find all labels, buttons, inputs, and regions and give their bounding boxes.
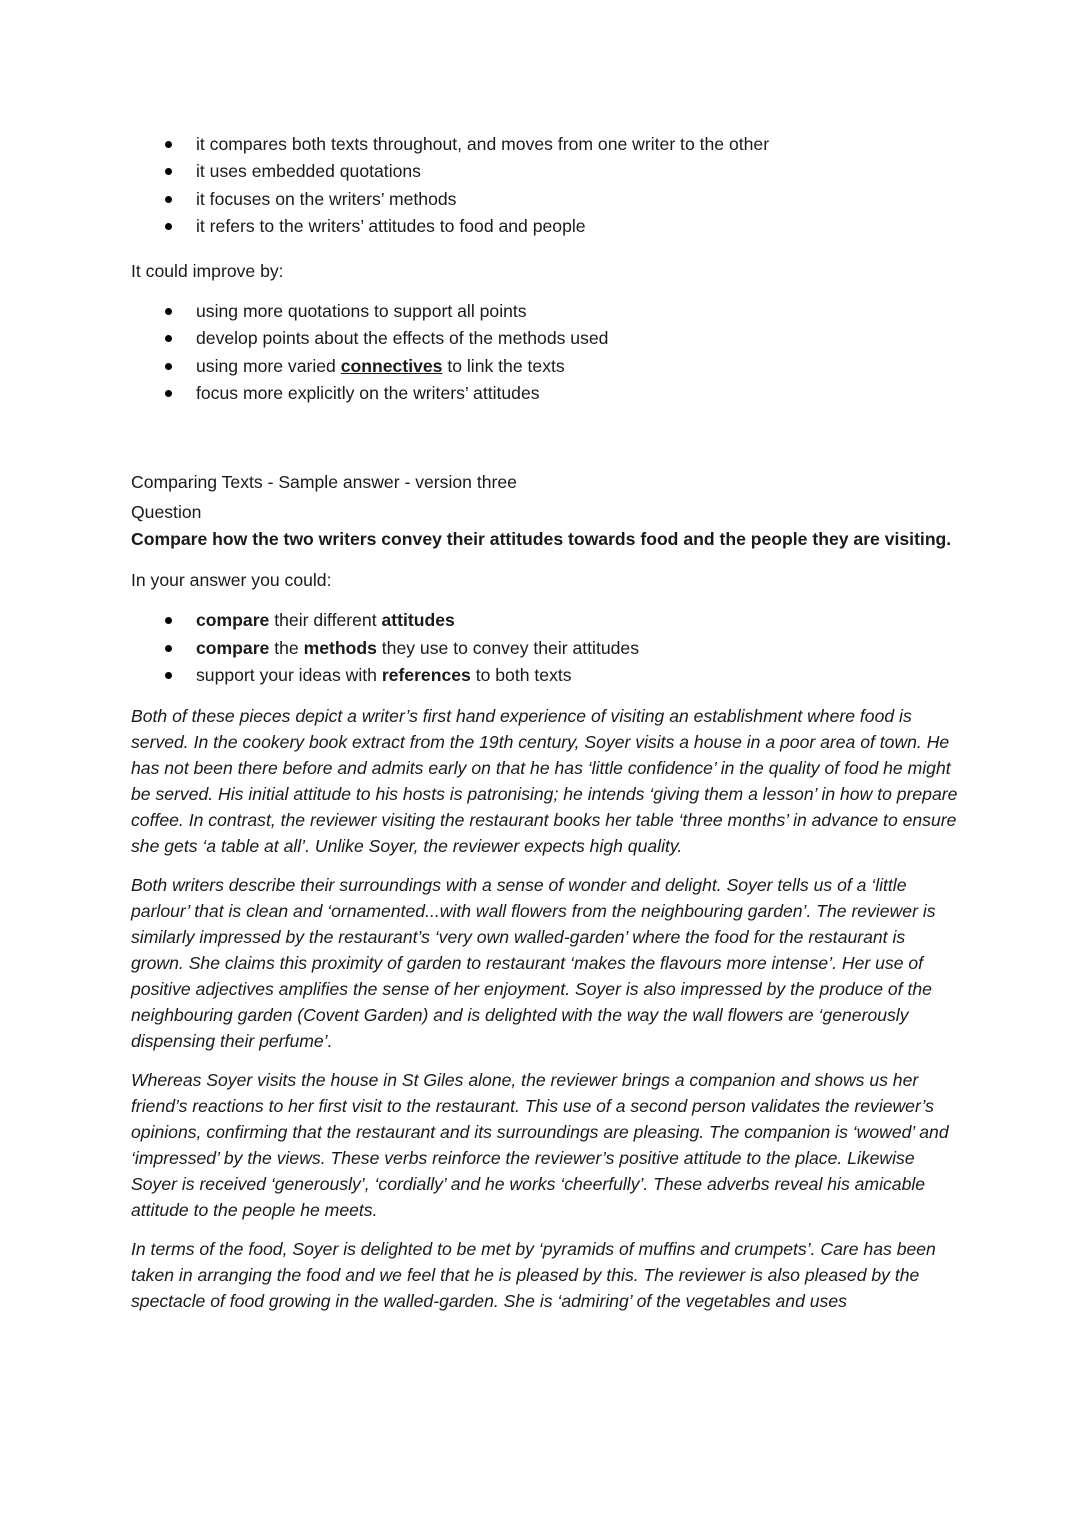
list-item <box>165 635 961 662</box>
list-item <box>165 353 961 380</box>
bullet-icon <box>165 223 172 230</box>
document-page <box>131 131 961 1314</box>
list-item-text: to link the texts <box>442 355 565 376</box>
list-item-text: using more varied <box>196 355 341 376</box>
keyword: compare <box>196 610 270 631</box>
bullet-icon <box>165 308 172 315</box>
keyword: references <box>381 664 471 685</box>
bullet-icon <box>165 141 172 148</box>
strengths-list <box>131 131 961 240</box>
list-item <box>165 213 961 240</box>
list-item <box>165 186 961 213</box>
list-item-text: it focuses on the writers’ methods <box>196 188 457 209</box>
bullet-icon <box>165 335 172 342</box>
bullet-icon <box>165 672 172 679</box>
bullet-icon <box>165 196 172 203</box>
answer-paragraph: Whereas Soyer visits the house in St Giles alone, the reviewer brings a companion and shows us her friend’s reactions to her first visit to the restaurant. This use of a second person validates the reviewer’s opinions, confirming that the restaurant and its surroundings are pleasing. The companion is ‘wowed’ and ‘impressed’ by the views. These verbs reinforce the reviewer’s positive attitude to the place. Likewise Soyer is received ‘generously’, ‘cordially’ and he works ‘cheerfully’. These adverbs reveal his amicable attitude to the people he meets. <box>131 1070 949 1221</box>
list-item-text: using more quotations to support all points <box>196 301 527 322</box>
list-item-text: it refers to the writers’ attitudes to food and people <box>196 215 586 236</box>
connectives-link[interactable]: connectives <box>340 355 443 376</box>
tasks-list <box>131 607 961 689</box>
bullet-icon <box>165 168 172 175</box>
answer-paragraph: Both of these pieces depict a writer’s first hand experience of visiting an establishment where food is served. In the cookery book extract from the 19th century, Soyer visits a house in a poor area of town. He has not been there before and admits early on that he has ‘little confidence’ in the quality of food he might be served. His initial attitude to his hosts is patronising; he intends ‘giving them a lesson’ in how to prepare coffee. In contrast, the reviewer visiting the restaurant books her table ‘three months’ in advance to ensure she gets ‘a table at all’. Unlike Soyer, the reviewer expects high quality. <box>131 706 958 857</box>
list-item <box>165 325 961 352</box>
improve-label: It could improve by: <box>131 261 284 282</box>
list-item-text: develop points about the effects of the methods used <box>196 328 609 349</box>
keyword: compare <box>196 637 270 658</box>
keyword: methods <box>303 637 377 658</box>
keyword: attitudes <box>381 610 455 631</box>
bullet-icon <box>165 363 172 370</box>
bullet-icon <box>165 645 172 652</box>
list-item <box>165 298 961 325</box>
answer-paragraph: In terms of the food, Soyer is delighted to be met by ‘pyramids of muffins and crumpets’. Care has been taken in arranging the food and we feel that he is pleased by this. The reviewer is also pleased by the spectacle of food growing in the walled-garden. She is ‘admiring’ of the vegetables and uses <box>131 1239 936 1312</box>
list-item <box>165 131 961 158</box>
question-text: Compare how the two writers convey their attitudes towards food and the people they are visiting. <box>131 529 952 550</box>
list-item-text: it uses embedded quotations <box>196 161 421 182</box>
answer-paragraph: Both writers describe their surroundings with a sense of wonder and delight. Soyer tells us of a ‘little parlour’ that is clean and ‘ornamented...with wall flowers from the neighbouring garden’. The reviewer is similarly impressed by the restaurant’s ‘very own walled-garden’ where the food for the restaurant is grown. She claims this proximity of garden to restaurant ‘makes the flavours more intense’. Her use of positive adjectives amplifies the sense of her enjoyment. Soyer is also impressed by the produce of the neighbouring garden (Covent Garden) and is delighted with the way the wall flowers are ‘generously dispensing their perfume’. <box>131 875 936 1052</box>
list-item <box>165 380 961 407</box>
list-item-text: to both texts <box>470 664 572 685</box>
list-item-text: their different <box>269 610 382 631</box>
list-item-text: support your ideas with <box>196 664 382 685</box>
question-label: Question <box>131 502 202 523</box>
list-item-text: they use to convey their attitudes <box>376 637 640 658</box>
list-item <box>165 158 961 185</box>
bullet-icon <box>165 617 172 624</box>
list-item <box>165 662 961 689</box>
list-item-text: it compares both texts throughout, and moves from one writer to the other <box>196 134 770 154</box>
bullet-icon <box>165 390 172 397</box>
list-item <box>165 607 961 634</box>
could-label: In your answer you could: <box>131 570 332 591</box>
list-item-text: focus more explicitly on the writers’ attitudes <box>196 383 540 404</box>
section-title: Comparing Texts - Sample answer - version three <box>131 472 517 493</box>
list-item-text: the <box>269 637 304 658</box>
improvements-list <box>131 298 961 407</box>
